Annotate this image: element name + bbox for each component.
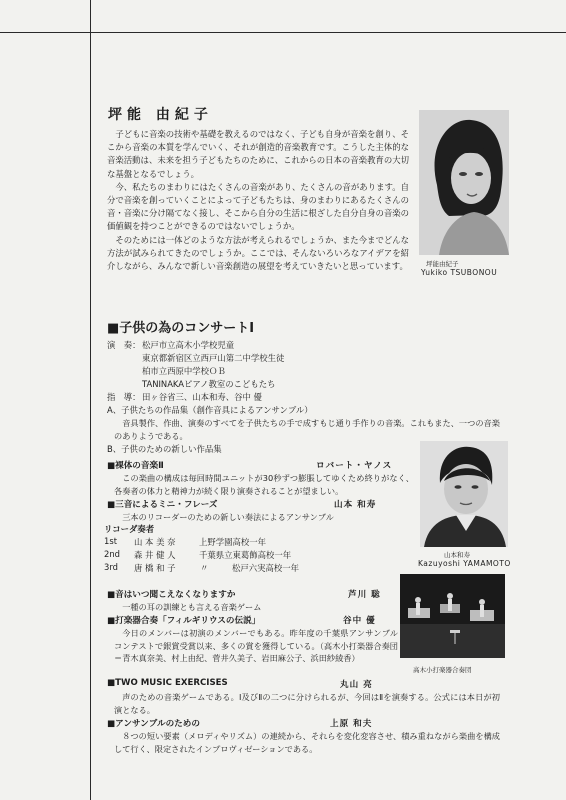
piece-composer: 芦川 聡 (348, 590, 381, 600)
piece-desc-text: この楽曲の構成は毎回時間ユニットが30秒ずつ膨脹してゆくため終りがなく、各奏者の体力と精神力が続く限り演奏されることが望ましい。 (114, 473, 414, 496)
section-b-title: B、子供のための新しい作品集 (107, 444, 222, 454)
piece-desc-text: ８つの短い要素（メロディやリズム）の連続から、それらを変化変容させ、積み重ねながら楽曲を構成して行く、限定されたインプロヴィゼーションである。 (114, 731, 500, 754)
recorder-name: 森 井 健 人 (134, 550, 176, 560)
performer: 柏市立西原中学校ＯＢ (142, 366, 226, 376)
piece-composer: ロバート・ヤノス (316, 461, 393, 471)
portrait-photo-tsubonou (419, 110, 509, 255)
performer: TANINAKAピアノ教室のこどもたち (142, 379, 276, 389)
photo-caption-en: Yukiko TSUBONOU (421, 268, 498, 277)
piece-desc-text: 一種の耳の訓練とも言える音楽ゲーム (122, 602, 262, 612)
piece-title: ■三音によるミニ・フレーズ (107, 500, 218, 510)
recorder-label: リコーダ奏者 (104, 524, 155, 534)
recorder-school: 千葉県立東葛飾高校一年 (199, 550, 292, 560)
recorder-place: 2nd (104, 549, 120, 559)
conductors: 田ヶ谷省三、山本和寿、谷中 優 (142, 392, 262, 402)
performers-label: 演 奏： (107, 340, 141, 350)
conductors-label: 指 導： (107, 392, 141, 402)
section-a-title: A、子供たちの作品集（創作音具によるアンサンブル） (107, 405, 313, 415)
piece-desc-text: 三本のリコーダーのための新しい奏法によるアンサンブル (122, 512, 334, 522)
recorder-name: 唐 橋 和 子 (134, 563, 176, 573)
piece-desc (114, 691, 500, 716)
piece-composer: 山本 和寿 (334, 500, 377, 510)
photo2-caption-jp: 山本和寿 (444, 551, 470, 559)
profile-intro (107, 128, 409, 273)
photo2-caption-en: Kazuyoshi YAMAMOTO (418, 559, 511, 568)
photo-caption-jp: 坪能由紀子 (426, 260, 459, 268)
section-a-text: 音具製作、作曲、演奏のすべてを子供たちの手で成すもじ通り手作りの音楽。これもまた、一つの音楽のありようである。 (114, 418, 500, 441)
section-a-desc (114, 417, 500, 442)
left-rule (90, 0, 91, 800)
ensemble-photo (400, 574, 505, 658)
photo3-caption: 高木小打楽器合奏団 (413, 666, 472, 674)
piece-desc (114, 627, 398, 665)
recorder-ditto: 〃 (200, 563, 209, 573)
performer: 松戸市立高木小学校児童 (142, 340, 235, 350)
piece-composer: 丸山 亮 (340, 680, 373, 690)
intro-paragraph: 子どもに音楽の技術や基礎を教えるのではなく、子ども自身が音楽を創り、そこから音楽の本質を学んでいく、それが創造的音楽教育です。こうした主体的な音楽活動は、未来を担う子どもたちのために、これからの日本の音楽教育の大切な基盤となるでしょう。 (107, 129, 409, 179)
recorder-place: 3rd (104, 562, 118, 572)
piece-desc (114, 511, 414, 524)
portrait-photo-yamamoto (420, 441, 508, 547)
intro-paragraph: そのためには一体どのような方法が考えられるでしょうか、また今までどんな方法が試みられてきたのでしょうか。ここでは、そんないろいろなアイデアを紹介しながら、みんなで新しい音楽創造の展望を考えていきたいと思っています。 (107, 234, 409, 272)
piece-desc (114, 730, 500, 755)
recorder-school: 上野学園高校一年 (199, 537, 266, 547)
recorder-place: 1st (104, 536, 117, 546)
piece-title: ■裸体の音楽Ⅱ (107, 461, 164, 471)
recorder-name: 山 本 美 奈 (134, 537, 176, 547)
intro-paragraph: 今、私たちのまわりにはたくさんの音楽があり、たくさんの音があります。自分で音楽を創っていくことによって子どもたちは、身のまわりにあるたくさんの音・音楽に分け隔てなく接し、そこから自分の生活に根ざした自分自身の音楽の価値観を持つことができるのではないでしょうか。 (107, 181, 409, 232)
piece-desc (114, 472, 414, 497)
profile-name: 坪能 由紀子 (108, 107, 213, 123)
piece-composer: 上原 和夫 (330, 719, 373, 729)
piece-title: ■アンサンブルのための (107, 719, 200, 729)
top-rule (0, 32, 566, 33)
piece-desc (114, 601, 394, 614)
performer: 東京都新宿区立西戸山第二中学校生徒 (142, 353, 285, 363)
piece-title: ■打楽器合奏「フィルギリウスの伝説」 (107, 616, 261, 626)
piece-title: ■TWO MUSIC EXERCISES (107, 678, 228, 688)
piece-composer: 谷中 優 (343, 616, 376, 626)
recorder-school: 松戸六実高校一年 (232, 563, 299, 573)
piece-desc-text: 声のための音楽ゲームである。Ⅰ及びⅡの二つに分けられるが、今回はⅡを演奏する。公式には本日が初演となる。 (114, 692, 500, 715)
concert-heading: ■子供の為のコンサートⅠ (107, 321, 255, 336)
piece-title: ■音はいつ聞こえなくなりますか (107, 590, 236, 600)
piece-desc-text: 今日のメンバーは初演のメンバーでもある。昨年度の千葉県アンサンブルコンテストで銀賞受賞以来、多くの賞を獲得している。（高木小打楽器合奏団＝青木真奈美、村上由紀、菅井久美子、岩田麻公子、浜田紗綾香） (114, 628, 398, 664)
